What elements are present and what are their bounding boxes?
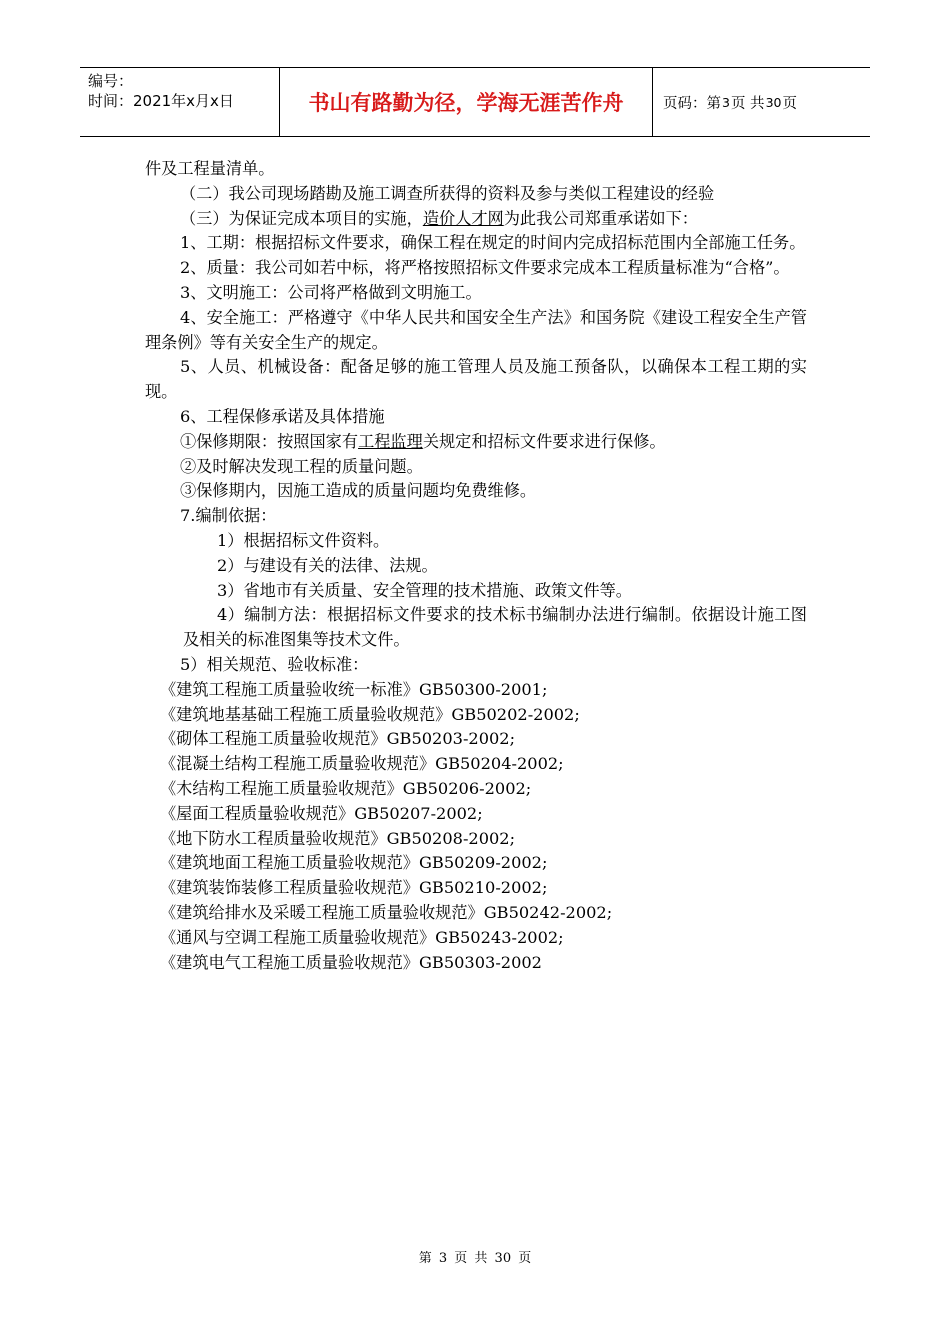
- paragraph: 2）与建设有关的法律、法规。: [217, 555, 438, 575]
- link-zaojia[interactable]: 造价人才网: [422, 208, 504, 228]
- header-motto: 书山有路勤为径，学海无涯苦作舟: [280, 68, 653, 136]
- page-prefix: 页码：第: [663, 95, 721, 112]
- standard-item: 《通风与空调工程施工质量验收规范》GB50243-2002;: [160, 927, 564, 947]
- standard-item: 《建筑地基基础工程施工质量验收规范》GB50202-2002;: [160, 704, 580, 724]
- paragraph: 3、文明施工：公司将严格做到文明施工。: [180, 282, 482, 302]
- page-num: 3: [722, 94, 730, 110]
- paragraph: 7.编制依据：: [180, 506, 277, 526]
- header-page-number: [653, 68, 870, 136]
- standard-item: 《地下防水工程质量验收规范》GB50208-2002;: [160, 828, 516, 848]
- standard-item: 《建筑电气工程施工质量验收规范》GB50303-2002: [160, 952, 542, 972]
- paragraph: ②及时解决发现工程的质量问题。: [180, 456, 423, 476]
- page-total: 30: [765, 94, 782, 110]
- paragraph: 4、安全施工：严格遵守《中华人民共和国安全生产法》和国务院《建设工程安全生产管理条例》等有关安全生产的规定。: [145, 307, 807, 352]
- paragraph-warranty: ①保修期限：按照国家有工程监理关规定和招标文件要求进行保修。: [180, 431, 666, 451]
- paragraph: 6、工程保修承诺及具体措施: [180, 406, 385, 426]
- paragraph: 1）根据招标文件资料。: [217, 530, 390, 550]
- standard-item: 《建筑给排水及采暖工程施工质量验收规范》GB50242-2002;: [160, 902, 613, 922]
- paragraph: 4）编制方法：根据招标文件要求的技术标书编制办法进行编制。依据设计施工图及相关的标准图集等技术文件。: [183, 605, 807, 650]
- standard-item: 《木结构工程施工质量验收规范》GB50206-2002;: [160, 778, 532, 798]
- paragraph-commitment: （三）为保证完成本项目的实施，造价人才网为此我公司郑重承诺如下：: [180, 208, 698, 228]
- page-suffix: 页: [782, 95, 797, 112]
- standard-item: 《混凝土结构工程施工质量验收规范》GB50204-2002;: [160, 754, 564, 774]
- paragraph: 2、质量：我公司如若中标，将严格按照招标文件要求完成本工程质量标准为“合格”。: [180, 258, 790, 278]
- paragraph: 5）相关规范、验收标准：: [180, 654, 369, 674]
- paragraph: 件及工程量清单。: [145, 159, 275, 178]
- paragraph: 3）省地市有关质量、安全管理的技术措施、政策文件等。: [217, 580, 632, 600]
- paragraph: 5、人员、机械设备：配备足够的施工管理人员及施工预备队，以确保本工程工期的实现。: [145, 357, 807, 402]
- standard-item: 《建筑工程施工质量验收统一标准》GB50300-2001;: [160, 679, 548, 699]
- link-gongcheng-jianli[interactable]: 工程监理: [358, 431, 423, 451]
- standard-item: 《建筑地面工程施工质量验收规范》GB50209-2002;: [160, 853, 548, 873]
- standard-item: 《砌体工程施工质量验收规范》GB50203-2002;: [160, 729, 516, 749]
- header-meta: [80, 68, 280, 136]
- standard-item: 《建筑装饰装修工程质量验收规范》GB50210-2002;: [160, 878, 548, 898]
- paragraph: （二）我公司现场踏勘及施工调查所获得的资料及参与类似工程建设的经验: [180, 183, 715, 203]
- document-body: [145, 157, 807, 975]
- paragraph: 1、工期：根据招标文件要求，确保工程在规定的时间内完成招标范围内全部施工任务。: [180, 233, 806, 253]
- code-label: 编号：: [88, 72, 134, 90]
- page-footer: 第 3 页 共 30 页: [418, 1251, 532, 1266]
- paragraph: ③保修期内，因施工造成的质量问题均免费维修。: [180, 481, 537, 501]
- page-header: [80, 67, 870, 137]
- date-label: 时间：2021年x月x日: [88, 92, 234, 110]
- standard-item: 《屋面工程质量验收规范》GB50207-2002;: [160, 803, 483, 823]
- page-mid: 页 共: [730, 95, 765, 112]
